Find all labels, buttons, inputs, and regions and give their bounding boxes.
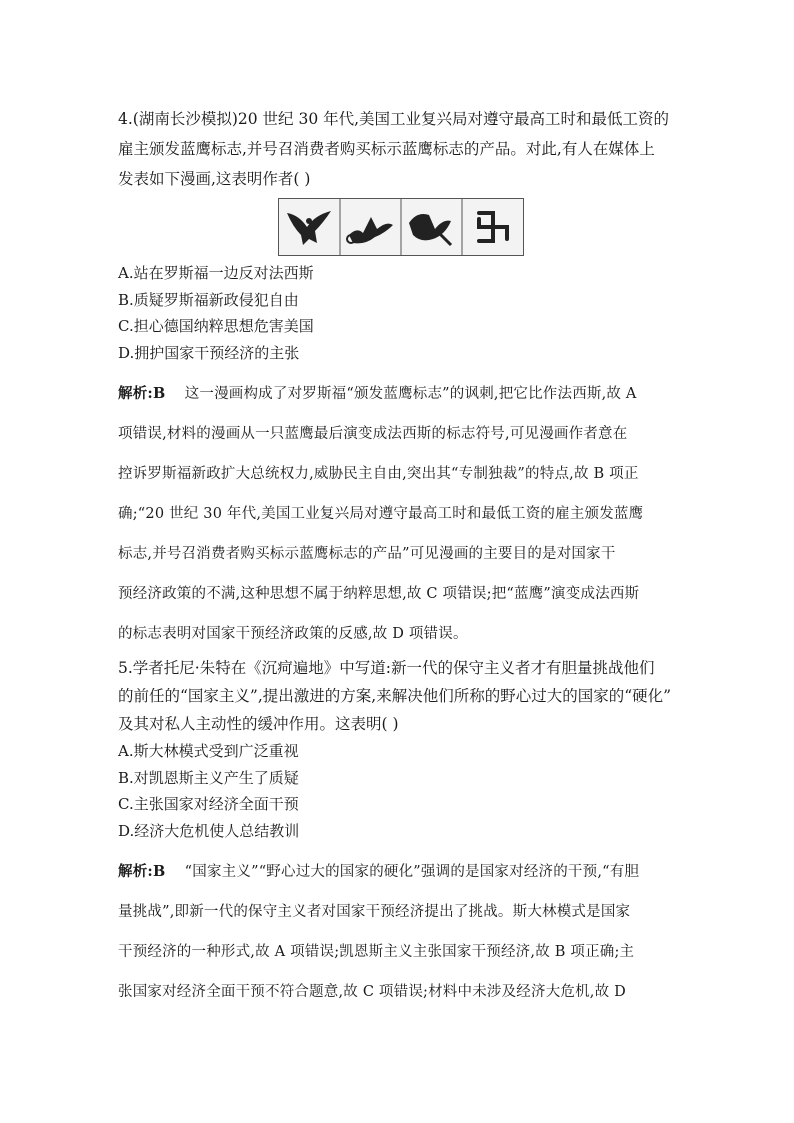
explanation-line: 的标志表明对国家干预经济政策的反感,故 D 项错误。 <box>118 626 468 642</box>
explanation-line: 预经济政策的不满,这种思想不属于纳粹思想,故 C 项错误;把“蓝鹰”演变成法西斯 <box>118 586 640 602</box>
question-5 <box>118 654 678 1012</box>
blue-eagle-cartoon <box>278 198 524 256</box>
document-page <box>118 104 678 1012</box>
question-5-option-d: D.经济大危机使人总结教训 <box>118 821 300 840</box>
explanation-text: “国家主义”“野心过大的国家的硬化”强调的是国家对经济的干预,“有胆 <box>184 864 640 880</box>
question-4-stem-line: 4.(湖南长沙模拟)20 世纪 30 年代,美国工业复兴局对遵守最高工时和最低工资的 <box>118 110 670 128</box>
question-4-option-c: C.担心德国纳粹思想危害美国 <box>118 317 314 335</box>
question-4-option-b: B.质疑罗斯福新政侵犯自由 <box>118 290 299 309</box>
question-5-option-c: C.主张国家对经济全面干预 <box>118 795 299 813</box>
question-5-option-a: A.斯大林模式受到广泛重视 <box>118 742 299 760</box>
explanation-line: 张国家对经济全面干预不符合题意,故 C 项错误;材料中未涉及经济大危机,故 D <box>118 984 626 1000</box>
explanation-text: 这一漫画构成了对罗斯福“颁发蓝鹰标志”的讽刺,把它比作法西斯,故 A <box>184 386 637 402</box>
explanation-label: 解析:B <box>118 863 166 880</box>
explanation-line: 干预经济的一种形式,故 A 项错误;凯恩斯主义主张国家干预经济,故 B 项正确;主 <box>118 944 635 960</box>
question-5-explanation <box>118 852 678 1012</box>
question-4-explanation <box>118 374 678 654</box>
explanation-line <box>118 374 678 414</box>
explanation-line: 标志,并号召消费者购买标示蓝鹰标志的产品”可见漫画的主要目的是对国家干 <box>118 546 616 562</box>
explanation-line: 量挑战”,即新一代的保守主义者对国家干预经济提出了挑战。斯大林模式是国家 <box>118 904 631 920</box>
question-4-stem-line: 发表如下漫画,这表明作者( ) <box>118 170 311 188</box>
explanation-label: 解析:B <box>118 385 166 402</box>
explanation-line: 控诉罗斯福新政扩大总统权力,威胁民主自由,突出其“专制独裁”的特点,故 B 项正 <box>118 466 639 482</box>
explanation-line: 项错误,材料的漫画从一只蓝鹰最后演变成法西斯的标志符号,可见漫画作者意在 <box>118 426 628 442</box>
question-5-option-b: B.对凯恩斯主义产生了质疑 <box>118 768 299 787</box>
question-5-stem-line: 的前任的“国家主义”,提出激进的方案,来解决他们所称的野心过大的国家的“硬化” <box>118 687 672 705</box>
question-5-stem-line: 及其对私人主动性的缓冲作用。这表明( ) <box>118 715 399 733</box>
question-4-option-d: D.拥护国家干预经济的主张 <box>118 343 300 362</box>
question-4 <box>118 104 678 654</box>
explanation-line: 确;“20 世纪 30 年代,美国工业复兴局对遵守最高工时和最低工资的雇主颁发蓝鹰 <box>118 506 644 522</box>
question-4-option-a: A.站在罗斯福一边反对法西斯 <box>118 264 314 282</box>
question-4-stem-line: 雇主颁发蓝鹰标志,并号召消费者购买标示蓝鹰标志的产品。对此,有人在媒体上 <box>118 140 655 158</box>
explanation-line <box>118 852 678 892</box>
question-5-stem-line: 5.学者托尼·朱特在《沉疴遍地》中写道:新一代的保守主义者才有胆量挑战他们 <box>118 659 655 677</box>
